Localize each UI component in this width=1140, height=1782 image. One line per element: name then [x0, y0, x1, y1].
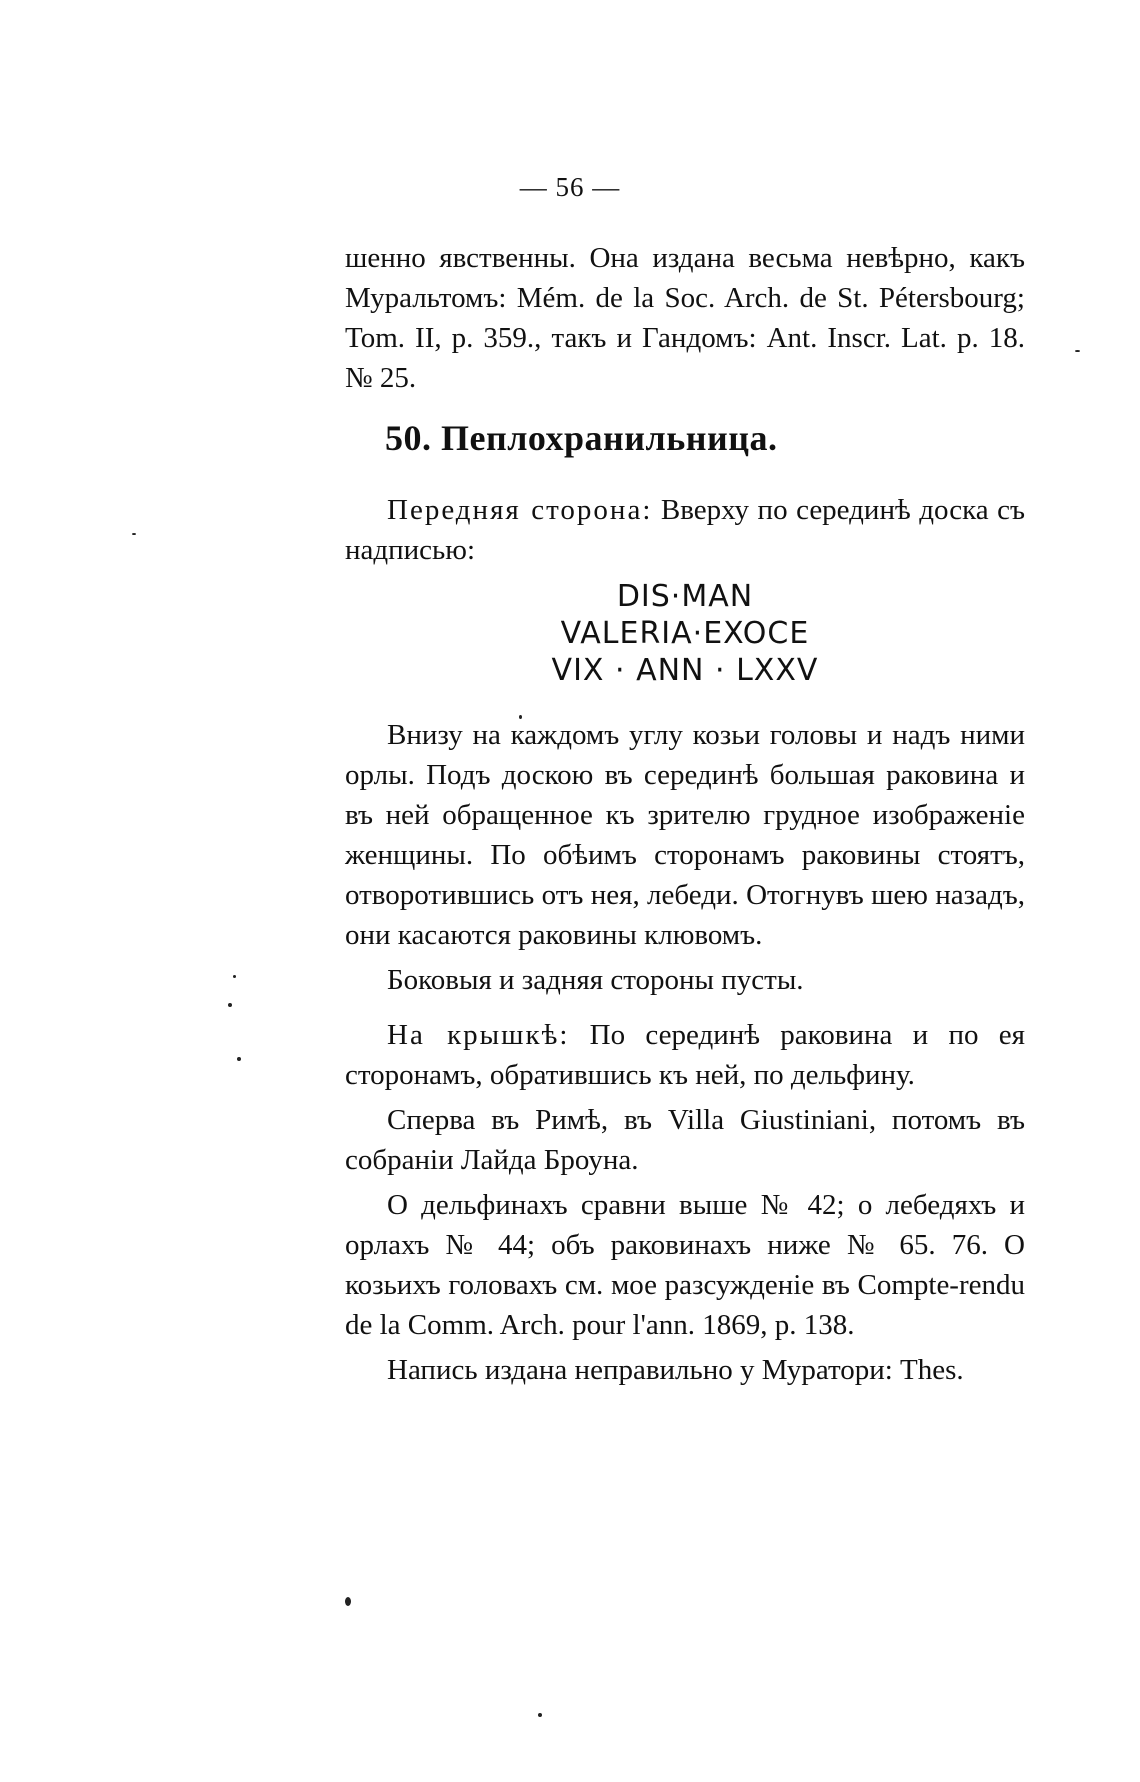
- front-side-text: Вверху по серединѣ доска съ надписью:: [345, 494, 1025, 566]
- lid-label: На крышкѣ:: [387, 1019, 570, 1051]
- paragraph-inscription-note: [345, 1350, 1025, 1390]
- scan-speck: [228, 1003, 232, 1007]
- inscription-line-1: DIS·MAN: [616, 579, 754, 614]
- section-heading: 50. Пеплохранильница.: [385, 418, 778, 458]
- scan-speck: [233, 975, 236, 978]
- inscription-block: [345, 578, 1025, 689]
- paragraph-front-side: [345, 490, 1025, 570]
- inscription-note-label: Напись: [387, 1354, 478, 1386]
- scan-speck: [132, 533, 136, 535]
- paragraph-continuation: шенно явственны. Она издана весьма невѣрно, какъ Муральтомъ: Mém. de la Soc. Arch. de St. Pétersbourg; Tom. II, p. 359., такъ и Гандомъ: Ant. Inscr. Lat. p. 18. № 25.: [345, 242, 1025, 394]
- paragraph-sides: Боковыя и задняя стороны пусты.: [387, 964, 804, 996]
- paragraph-provenance: Сперва въ Римѣ, въ Villa Giustiniani, потомъ въ собраніи Лайда Броуна.: [345, 1104, 1025, 1176]
- inscription-line-2: VALERIA·EXOCE: [560, 616, 810, 651]
- paragraph-comparisons: О дельфинахъ сравни выше № 42; о лебедяхъ и орлахъ № 44; объ раковинахъ ниже № 65. 76. О козьихъ головахъ см. мое разсужденіе въ Compte-rendu de la Comm. Arch. pour l'ann. 1869, p. 138.: [345, 1189, 1025, 1341]
- scan-speck: [345, 1597, 351, 1606]
- inscription-line-3: VIX · ANN · LXXV: [551, 653, 819, 688]
- scan-speck: [519, 715, 522, 719]
- lid-text: По серединѣ раковина и по ея сторонамъ, обратившись къ ней, по дельфину.: [345, 1019, 1025, 1091]
- paragraph-description: Внизу на каждомъ углу козьи головы и надъ ними орлы. Подъ доскою въ серединѣ большая раковина и въ ней обращенное къ зрителю грудное изображеніе женщины. По обѣимъ сторонамъ раковины стоятъ, отворотившись отъ нея, лебеди. Отогнувъ шею назадъ, они касаются раковины клювомъ.: [345, 719, 1025, 951]
- scan-speck: [1075, 350, 1080, 352]
- page-number: — 56 —: [519, 172, 621, 202]
- inscription-note-text: издана неправильно у Муратори: Thes.: [477, 1354, 964, 1386]
- front-side-label: Передняя сторона:: [387, 494, 653, 526]
- paragraph-lid: [345, 1015, 1025, 1095]
- scan-speck: [237, 1057, 241, 1061]
- scan-speck: [538, 1713, 542, 1717]
